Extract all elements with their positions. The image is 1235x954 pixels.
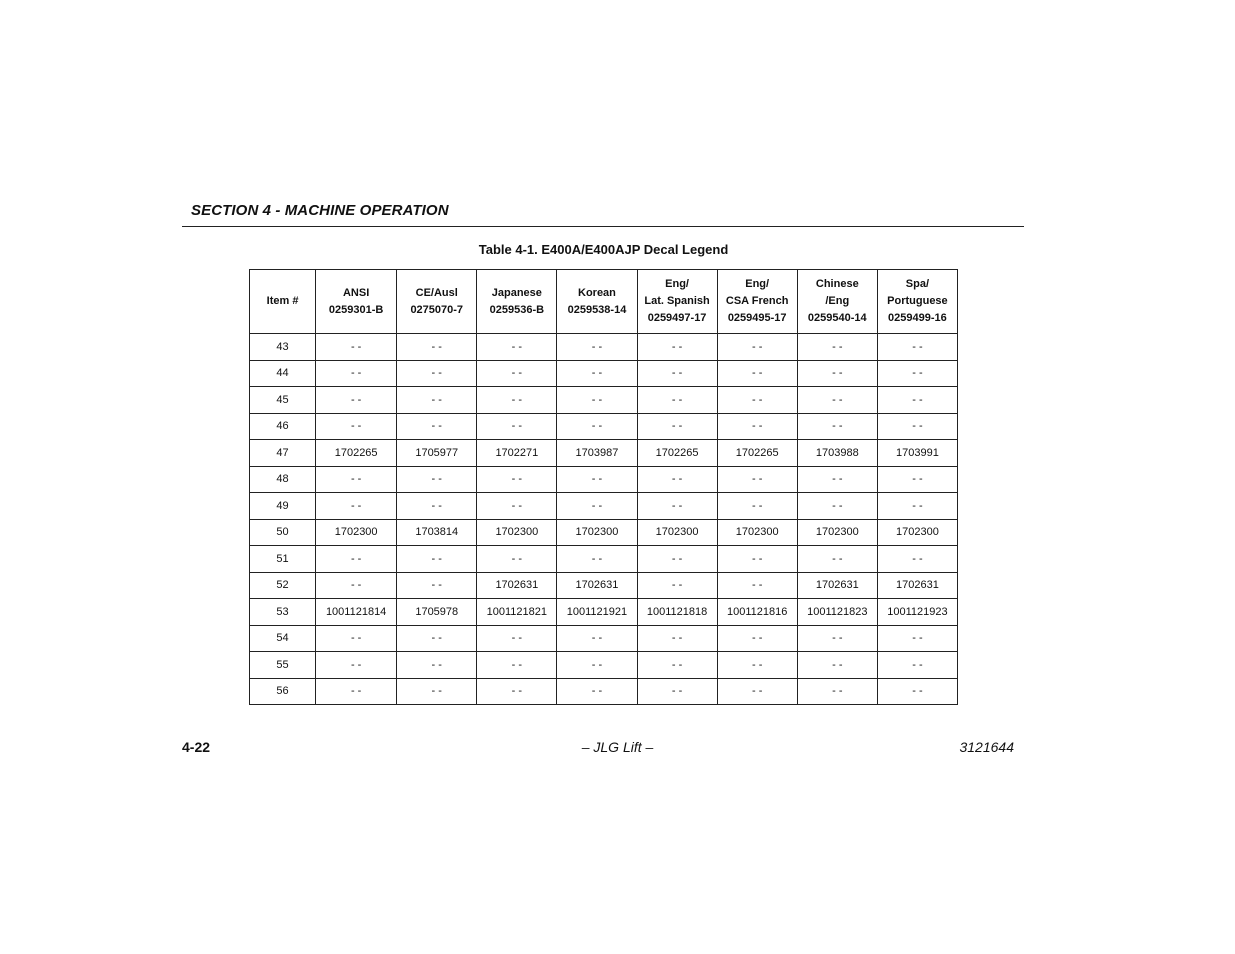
decal-part-cell: - - [797, 466, 877, 493]
item-number-cell: 48 [250, 466, 316, 493]
decal-part-cell: - - [557, 493, 637, 520]
decal-part-cell: - - [477, 413, 557, 440]
decal-part-cell: 1001121923 [877, 599, 957, 626]
column-header-line: Korean [578, 286, 616, 299]
table-row [250, 678, 958, 705]
decal-part-cell: 1702265 [316, 440, 397, 467]
decal-part-cell: - - [477, 387, 557, 414]
table-row [250, 466, 958, 493]
decal-legend-table [249, 269, 958, 705]
footer-brand: – JLG Lift – [581, 739, 654, 755]
decal-part-cell: - - [797, 360, 877, 387]
decal-part-cell: - - [717, 334, 797, 361]
decal-part-cell: 1702265 [637, 440, 717, 467]
decal-part-cell: 1001121823 [797, 599, 877, 626]
item-number-cell: 55 [250, 652, 316, 679]
page-number: 4-22 [182, 739, 211, 755]
decal-part-cell: - - [316, 493, 397, 520]
table-row [250, 519, 958, 546]
decal-part-cell: - - [797, 625, 877, 652]
column-header [877, 270, 957, 334]
column-header-line: 0259540-14 [807, 312, 867, 324]
decal-part-cell: 1703987 [557, 440, 637, 467]
decal-part-cell: - - [717, 652, 797, 679]
table-row [250, 599, 958, 626]
column-header-line: Portuguese [887, 295, 948, 307]
decal-part-cell: - - [877, 466, 957, 493]
column-header-line: Eng/ [745, 278, 770, 290]
decal-part-cell: - - [877, 678, 957, 705]
item-number-cell: 47 [250, 440, 316, 467]
decal-part-cell: - - [316, 678, 397, 705]
decal-part-cell: 1703814 [397, 519, 477, 546]
table-row [250, 334, 958, 361]
decal-part-cell: - - [637, 678, 717, 705]
item-number-cell: 46 [250, 413, 316, 440]
table-body [250, 334, 958, 705]
table-row [250, 360, 958, 387]
decal-part-cell: - - [316, 466, 397, 493]
table-row [250, 413, 958, 440]
decal-part-cell: - - [797, 334, 877, 361]
decal-part-cell: 1702631 [877, 572, 957, 599]
decal-part-cell: - - [557, 652, 637, 679]
table-row [250, 546, 958, 573]
decal-part-cell: - - [316, 413, 397, 440]
decal-part-cell: - - [637, 493, 717, 520]
decal-part-cell: - - [477, 546, 557, 573]
item-number-cell: 44 [250, 360, 316, 387]
decal-part-cell: - - [797, 652, 877, 679]
decal-part-cell: - - [397, 546, 477, 573]
decal-part-cell: - - [477, 625, 557, 652]
decal-part-cell: - - [397, 334, 477, 361]
decal-part-cell: - - [717, 625, 797, 652]
decal-part-cell: 1702300 [637, 519, 717, 546]
decal-part-cell: - - [717, 387, 797, 414]
item-number-cell: 45 [250, 387, 316, 414]
table-row [250, 493, 958, 520]
document-number: 3121644 [959, 739, 1014, 755]
decal-part-cell: - - [877, 360, 957, 387]
decal-part-cell: - - [637, 360, 717, 387]
decal-part-cell: 1703988 [797, 440, 877, 467]
decal-part-cell: - - [397, 572, 477, 599]
item-number-cell: 54 [250, 625, 316, 652]
decal-part-cell: - - [557, 334, 637, 361]
table-row [250, 625, 958, 652]
decal-part-cell: 1702300 [477, 519, 557, 546]
table-row [250, 572, 958, 599]
decal-part-cell: - - [717, 678, 797, 705]
column-header-line: Spa/ [905, 278, 930, 290]
decal-part-cell: - - [717, 493, 797, 520]
item-number-cell: 49 [250, 493, 316, 520]
column-header [397, 270, 477, 334]
decal-part-cell: 1001121816 [717, 599, 797, 626]
decal-part-cell: - - [877, 546, 957, 573]
decal-part-cell: - - [316, 625, 397, 652]
decal-part-cell: 1702300 [717, 519, 797, 546]
column-header-line: 0259301-B [328, 303, 384, 316]
column-header [477, 270, 557, 334]
column-header-line: CE/Ausl [415, 286, 458, 299]
decal-part-cell: 1702300 [316, 519, 397, 546]
decal-part-cell: - - [557, 413, 637, 440]
table-row [250, 440, 958, 467]
decal-part-cell: 1001121818 [637, 599, 717, 626]
decal-part-cell: - - [717, 360, 797, 387]
decal-part-cell: 1705977 [397, 440, 477, 467]
column-header-line: 0259495-17 [727, 312, 787, 324]
decal-part-cell: 1001121814 [316, 599, 397, 626]
decal-part-cell: - - [797, 493, 877, 520]
decal-part-cell: - - [397, 413, 477, 440]
table-header-row [250, 270, 958, 334]
table-row [250, 652, 958, 679]
decal-part-cell: - - [477, 678, 557, 705]
column-header-line: 0259497-17 [647, 312, 707, 324]
decal-part-cell: - - [397, 360, 477, 387]
decal-part-cell: - - [397, 466, 477, 493]
column-header [316, 270, 397, 334]
column-header [557, 270, 637, 334]
decal-part-cell: - - [717, 546, 797, 573]
decal-part-cell: - - [717, 572, 797, 599]
table-caption: Table 4-1. E400A/E400AJP Decal Legend [478, 242, 729, 257]
decal-part-cell: 1702265 [717, 440, 797, 467]
decal-part-cell: - - [717, 466, 797, 493]
header-divider [182, 226, 1024, 227]
decal-part-cell: - - [397, 652, 477, 679]
decal-part-cell: - - [797, 387, 877, 414]
column-header-line: 0275070-7 [410, 303, 464, 316]
decal-part-cell: - - [477, 466, 557, 493]
decal-part-cell: - - [316, 652, 397, 679]
decal-part-cell: - - [637, 652, 717, 679]
column-header-line: /Eng [825, 295, 850, 307]
item-number-cell: 51 [250, 546, 316, 573]
decal-part-cell: 1702631 [477, 572, 557, 599]
decal-part-cell: 1702300 [557, 519, 637, 546]
decal-part-cell: 1705978 [397, 599, 477, 626]
decal-part-cell: - - [877, 387, 957, 414]
decal-part-cell: - - [637, 572, 717, 599]
item-number-cell: 50 [250, 519, 316, 546]
decal-part-cell: - - [797, 413, 877, 440]
decal-part-cell: - - [877, 625, 957, 652]
decal-part-cell: - - [557, 360, 637, 387]
column-header-line: 0259499-16 [888, 312, 947, 324]
item-number-cell: 43 [250, 334, 316, 361]
decal-part-cell: - - [477, 652, 557, 679]
decal-part-cell: - - [557, 678, 637, 705]
decal-part-cell: - - [397, 625, 477, 652]
decal-part-cell: - - [637, 413, 717, 440]
section-title: SECTION 4 - MACHINE OPERATION [191, 202, 449, 219]
decal-part-cell: - - [877, 493, 957, 520]
decal-part-cell: - - [477, 334, 557, 361]
decal-part-cell: - - [717, 413, 797, 440]
column-header-line: CSA French [725, 295, 789, 307]
column-header-line: ANSI [342, 286, 370, 299]
decal-part-cell: - - [477, 493, 557, 520]
decal-part-cell: 1702300 [877, 519, 957, 546]
column-header-line: Japanese [491, 286, 542, 299]
column-header-line: Eng/ [665, 278, 689, 290]
decal-part-cell: - - [557, 546, 637, 573]
decal-part-cell: - - [557, 466, 637, 493]
decal-part-cell: - - [557, 387, 637, 414]
decal-part-cell: - - [316, 334, 397, 361]
column-header [797, 270, 877, 334]
decal-part-cell: - - [316, 360, 397, 387]
decal-part-cell: 1702631 [797, 572, 877, 599]
table-row [250, 387, 958, 414]
decal-part-cell: - - [397, 678, 477, 705]
decal-part-cell: - - [877, 413, 957, 440]
decal-part-cell: 1702300 [797, 519, 877, 546]
decal-part-cell: - - [557, 625, 637, 652]
decal-part-cell: - - [397, 387, 477, 414]
decal-part-cell: 1702271 [477, 440, 557, 467]
decal-part-cell: - - [877, 334, 957, 361]
column-header-line: Chinese [815, 278, 859, 290]
decal-part-cell: - - [877, 652, 957, 679]
column-header-line: 0259538-14 [567, 303, 627, 316]
decal-part-cell: - - [637, 466, 717, 493]
decal-part-cell: - - [797, 546, 877, 573]
item-number-cell: 52 [250, 572, 316, 599]
decal-part-cell: - - [316, 387, 397, 414]
decal-part-cell: - - [397, 493, 477, 520]
decal-part-cell: - - [316, 546, 397, 573]
item-number-cell: 53 [250, 599, 316, 626]
decal-part-cell: - - [637, 334, 717, 361]
column-header [250, 270, 316, 334]
column-header-line: 0259536-B [489, 303, 545, 316]
decal-part-cell: 1001121921 [557, 599, 637, 626]
column-header-line: Item # [266, 295, 299, 307]
column-header [717, 270, 797, 334]
decal-part-cell: - - [477, 360, 557, 387]
decal-part-cell: - - [637, 546, 717, 573]
decal-part-cell: - - [797, 678, 877, 705]
decal-part-cell: - - [316, 572, 397, 599]
decal-part-cell: 1703991 [877, 440, 957, 467]
decal-part-cell: 1001121821 [477, 599, 557, 626]
column-header [637, 270, 717, 334]
decal-part-cell: 1702631 [557, 572, 637, 599]
decal-part-cell: - - [637, 625, 717, 652]
item-number-cell: 56 [250, 678, 316, 705]
decal-part-cell: - - [637, 387, 717, 414]
column-header-line: Lat. Spanish [644, 295, 710, 307]
